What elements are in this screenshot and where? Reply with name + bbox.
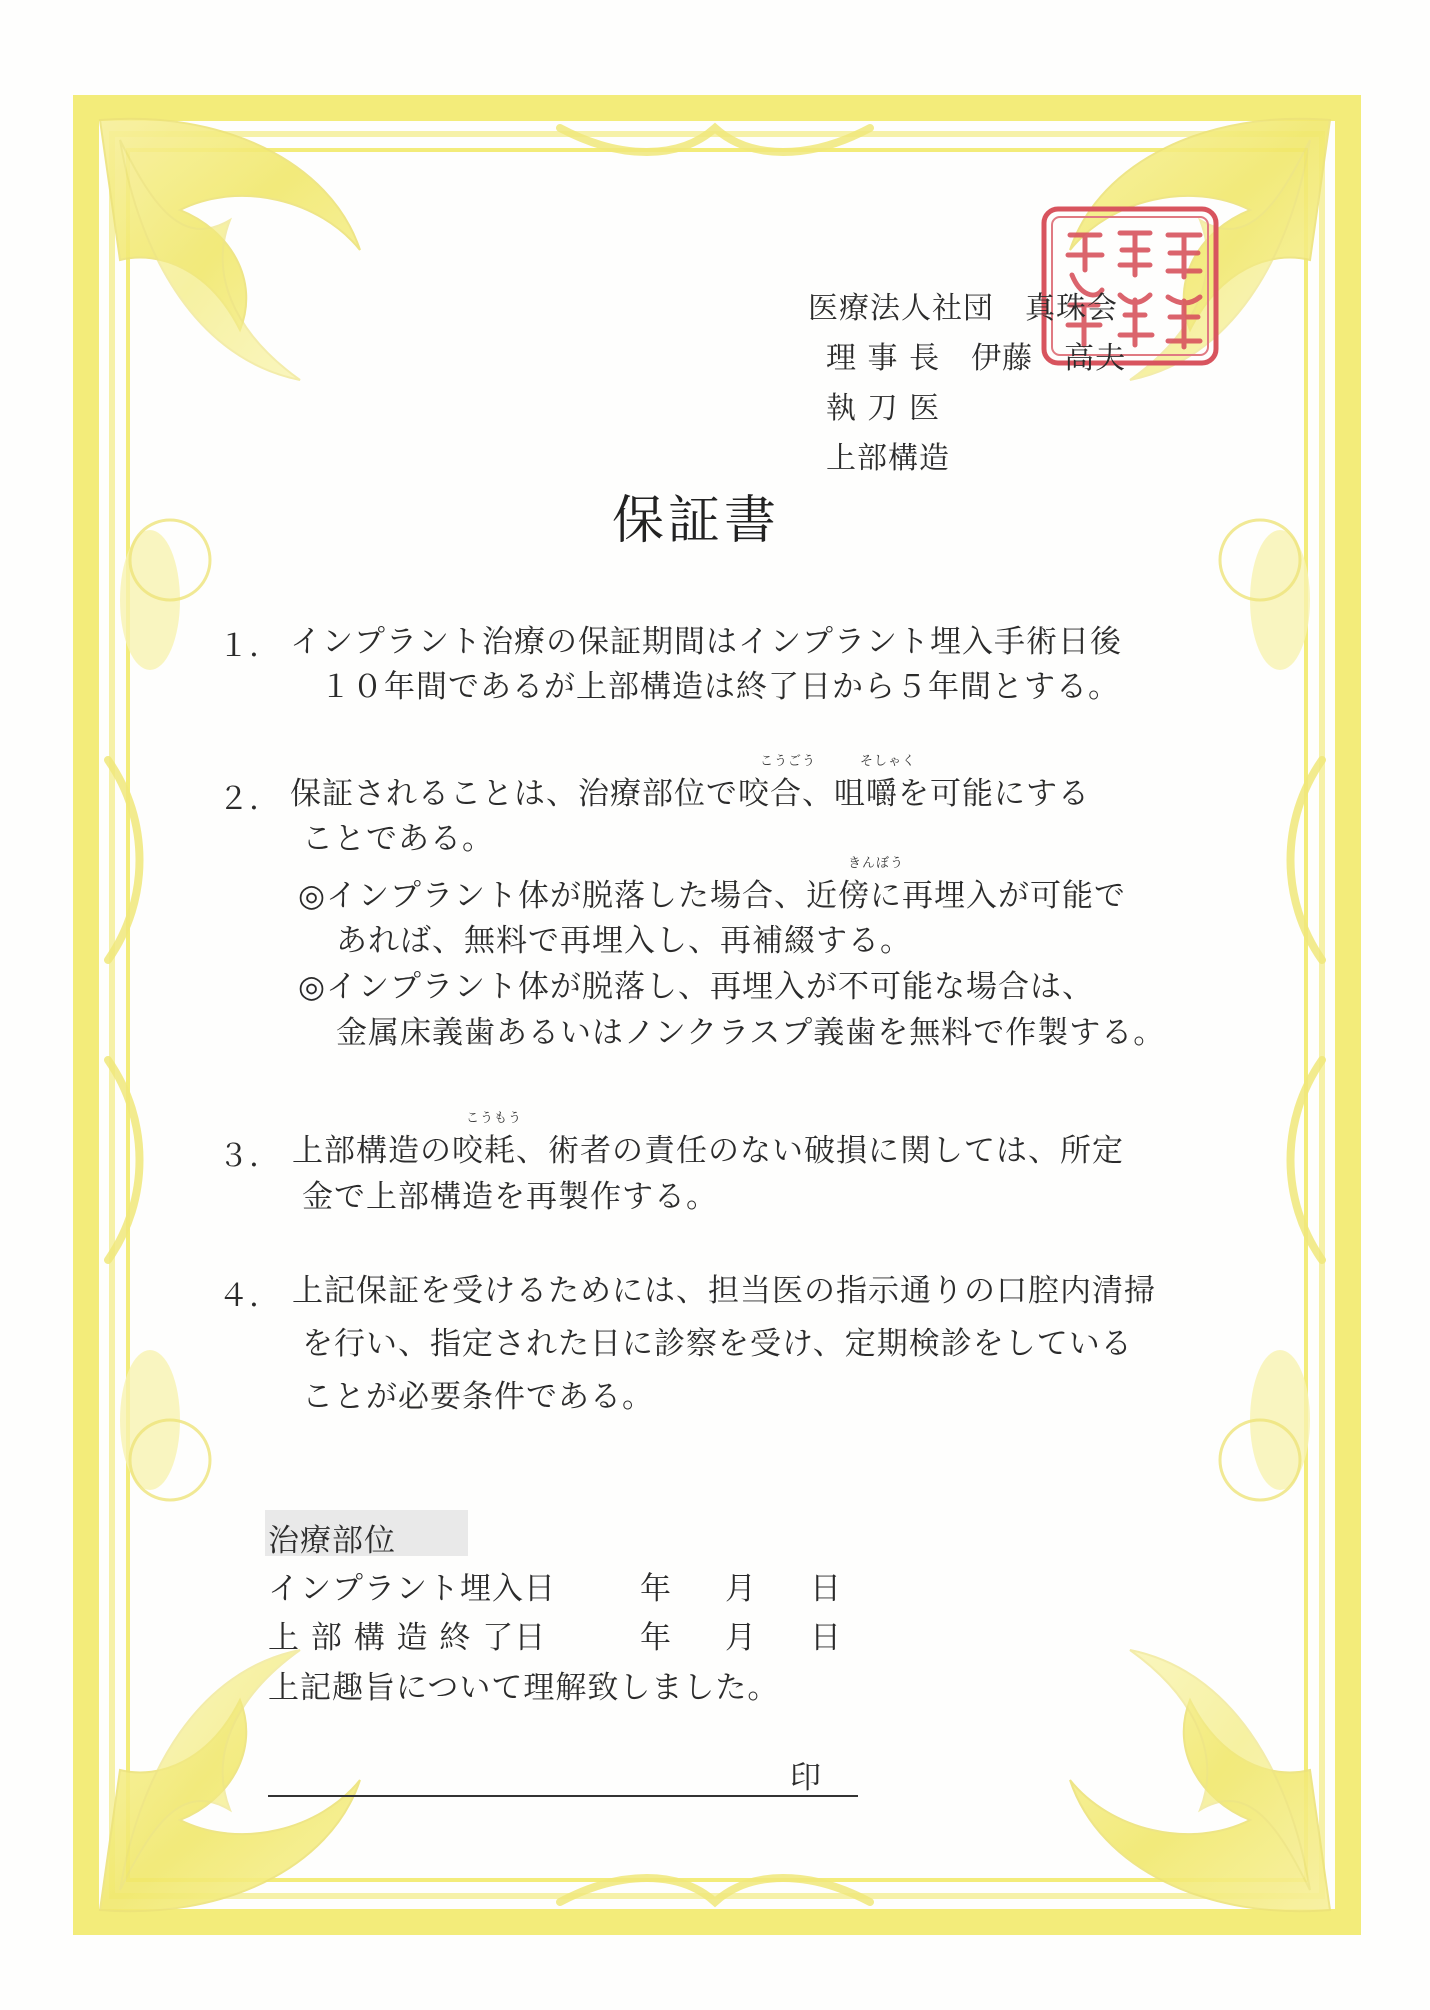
issuer-chairman: 理 事 長 伊藤 高夫: [826, 341, 1127, 376]
signature-line[interactable]: [268, 1795, 858, 1797]
superstructure-end-month: 月: [725, 1620, 757, 1656]
clause-2-sub-2-line-1: ◎インプラント体が脱落し、再埋入が不可能な場合は、: [298, 969, 1095, 1005]
clause-1-line-2: １０年間であるが上部構造は終了日から５年間とする。: [320, 669, 1120, 705]
superstructure-end-day: 日: [810, 1620, 842, 1656]
implant-date-month: 月: [725, 1571, 757, 1607]
clause-4-number: ４.: [218, 1278, 259, 1314]
clause-2-line-2: ことである。: [302, 821, 494, 857]
superstructure-end-year: 年: [640, 1620, 672, 1656]
ruby-kinbou: きんぼう: [848, 856, 905, 871]
clause-1-number: １.: [218, 628, 259, 664]
clause-4-line-1: 上記保証を受けるためには、担当医の指示通りの口腔内清掃: [292, 1273, 1156, 1309]
clause-2-sub-1-line-2: あれば、無料で再埋入し、再補綴する。: [336, 923, 912, 959]
clause-4-line-3: ことが必要条件である。: [302, 1379, 654, 1415]
implant-date-day: 日: [810, 1571, 842, 1607]
clause-1-line-1: インプラント治療の保証期間はインプラント埋入手術日後: [290, 624, 1122, 660]
page-title: 保証書: [612, 491, 781, 551]
surgeon-label: 執 刀 医: [826, 391, 941, 426]
implant-date-label: インプラント埋入日: [268, 1571, 556, 1607]
understood-statement: 上記趣旨について理解致しました。: [268, 1670, 780, 1706]
clause-2-sub-2-line-2: 金属床義歯あるいはノンクラスプ義歯を無料で作製する。: [336, 1015, 1166, 1051]
clause-2-number: ２.: [218, 781, 259, 817]
clause-3-line-1: 上部構造の咬耗、術者の責任のない破損に関しては、所定: [292, 1133, 1124, 1169]
clause-2-line-1: 保証されることは、治療部位で咬合、咀嚼を可能にする: [290, 776, 1090, 812]
clause-2-sub-1-line-1: ◎インプラント体が脱落した場合、近傍に再埋入が可能で: [298, 878, 1127, 914]
superstructure-label: 上部構造: [826, 441, 950, 476]
treatment-site-label: 治療部位: [268, 1523, 396, 1559]
clause-3-number: ３.: [218, 1138, 259, 1174]
ruby-koumou: こうもう: [466, 1111, 523, 1126]
ruby-soshaku: そしゃく: [860, 754, 917, 769]
implant-date-year: 年: [640, 1571, 672, 1607]
seal-mark-label: 印: [790, 1760, 822, 1796]
superstructure-end-label: 上 部 構 造 終 了日: [268, 1620, 547, 1656]
issuer-organization: 医療法人社団 真珠会: [808, 291, 1118, 326]
clause-3-line-2: 金で上部構造を再製作する。: [302, 1179, 718, 1215]
clause-4-line-2: を行い、指定された日に診察を受け、定期検診をしている: [302, 1326, 1133, 1362]
ruby-kougou: こうごう: [760, 754, 817, 769]
